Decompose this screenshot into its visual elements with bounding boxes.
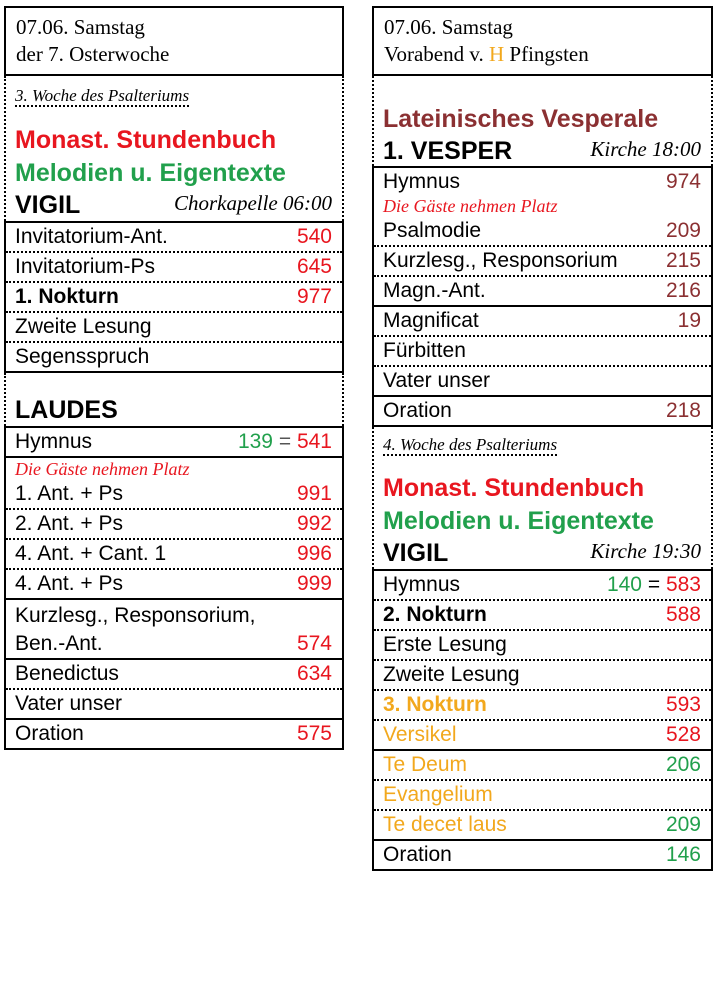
list-item: Magnificat 19: [374, 307, 711, 337]
list-item: Te Deum 206: [374, 751, 711, 781]
list-item: 2. Nokturn 588: [374, 601, 711, 631]
right-date-header: [372, 6, 713, 76]
list-item: Vater unser: [6, 690, 342, 720]
list-item: Hymnus 140 = 583: [374, 571, 711, 601]
right-guest-note: Die Gäste nehmen Platz: [383, 196, 558, 216]
right-vesper-list: [372, 166, 713, 427]
list-item: Oration 146: [383, 843, 701, 866]
list-item: 3. Nokturn 593: [374, 691, 711, 721]
list-item: Te decet laus 209: [374, 811, 711, 841]
list-item: 4. Ant. + Cant. 1 996: [6, 540, 342, 570]
right-psalter-week: 4. Woche des Psalteriums: [383, 435, 558, 454]
list-item: 2. Ant. + Ps 992: [6, 510, 342, 540]
list-item: Invitatorium-Ps 645: [6, 253, 342, 283]
left-laudes-block: [4, 373, 344, 426]
list-item: Evangelium: [374, 781, 711, 811]
list-item: Zweite Lesung: [374, 661, 711, 691]
right-vesperale-title: Lateinisches Vesperale: [383, 105, 659, 133]
right-book-title: Monast. Stundenbuch: [383, 474, 645, 502]
left-vigil-title: VIGIL: [15, 191, 81, 219]
list-item: Kurzlesg., Responsorium 215: [374, 247, 711, 277]
left-date: 07.06. Samstag: [16, 15, 145, 39]
right-column: [372, 6, 713, 871]
list-item: Ben.-Ant. 574: [6, 630, 342, 660]
list-item: Oration 575: [15, 722, 332, 745]
right-vigil-heading: [374, 538, 711, 569]
list-item: Psalmodie 209: [374, 217, 711, 247]
right-vigil-title: VIGIL: [383, 539, 449, 567]
left-intro-block: [4, 76, 344, 221]
list-item: Vater unser: [374, 367, 711, 397]
left-week: der 7. Osterwoche: [16, 42, 170, 66]
list-item: Magn.-Ant. 216: [374, 277, 711, 307]
right-date: 07.06. Samstag: [384, 15, 513, 39]
left-column: [4, 6, 344, 750]
list-item: Hymnus 974: [383, 170, 701, 193]
right-vigil-block: [372, 427, 713, 569]
right-book-subtitle: Melodien u. Eigentexte: [383, 507, 654, 535]
list-item: Benedictus 634: [6, 660, 342, 690]
left-vigil-heading: [6, 190, 342, 221]
left-book-subtitle: Melodien u. Eigentexte: [15, 159, 286, 187]
list-item: 4. Ant. + Ps 999: [6, 570, 342, 600]
list-item: Segensspruch: [15, 345, 150, 368]
left-book-title: Monast. Stundenbuch: [15, 126, 277, 154]
list-item: Oration 218: [383, 399, 701, 422]
list-item: Kurzlesg., Responsorium,: [15, 604, 256, 627]
list-item: Invitatorium-Ant. 540: [6, 223, 342, 253]
right-intro-block: [372, 76, 713, 166]
list-item: Fürbitten: [374, 337, 711, 367]
list-item: 1. Nokturn 977: [6, 283, 342, 313]
left-laudes-title: LAUDES: [15, 396, 118, 424]
left-vigil-list: [4, 221, 344, 373]
left-vigil-place: Chorkapelle 06:00: [173, 191, 332, 215]
left-date-header: [4, 6, 344, 76]
list-item: Versikel 528: [374, 721, 711, 751]
right-vigil-list: [372, 569, 713, 871]
right-vesper-title: 1. VESPER: [383, 137, 513, 165]
list-item: 1. Ant. + Ps 991: [6, 480, 342, 510]
list-item: Zweite Lesung: [6, 313, 342, 343]
right-vigil-place: Kirche 19:30: [590, 539, 701, 563]
right-vesper-heading: [374, 136, 711, 166]
list-item: Erste Lesung: [374, 631, 711, 661]
right-vesper-place: Kirche 18:00: [590, 137, 701, 161]
list-item: Hymnus 139 = 541: [6, 428, 342, 458]
left-laudes-list: [4, 426, 344, 750]
left-psalter-week: 3. Woche des Psalteriums: [15, 86, 190, 105]
right-occasion: Vorabend v. H Pfingsten: [384, 42, 589, 66]
left-guest-note: Die Gäste nehmen Platz: [15, 459, 190, 479]
